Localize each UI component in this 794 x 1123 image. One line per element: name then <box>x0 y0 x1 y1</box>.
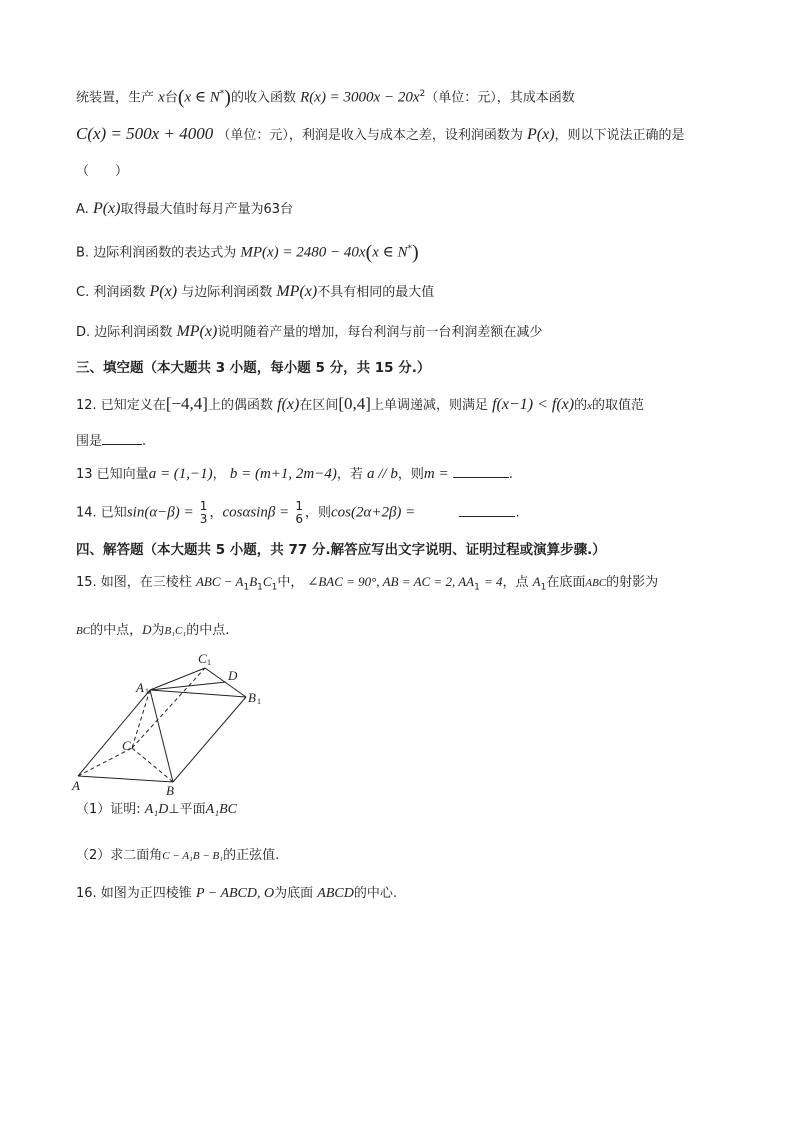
fraction-one-third: 1 3 <box>199 499 208 526</box>
q12-line2: 围是 . <box>76 434 147 449</box>
edge-c-b <box>132 748 173 782</box>
option-b: B. 边际利润函数的表达式为 MP(x) = 2480 − 40x(x ∈ N*) <box>76 241 419 264</box>
edge-b-b1 <box>173 697 246 782</box>
answer-blank-13[interactable] <box>453 465 509 478</box>
label-b: B <box>166 783 174 798</box>
triangular-prism-figure <box>70 650 270 800</box>
answer-blank-12[interactable] <box>102 432 142 445</box>
svg-text:1: 1 <box>145 687 149 696</box>
q14-line: 14. 已知sin(α−β) = 1 3 ，cosαsinβ = 1 6 ，则cos(2α+2β) = . <box>76 499 520 526</box>
q15-line2: BC的中点，D为B₁C₁的中点. <box>76 622 230 638</box>
answer-blank-14[interactable] <box>459 504 515 517</box>
svg-text:1: 1 <box>257 697 261 706</box>
q15-part2: （2）求二面角C − A₁B − B₁的正弦值. <box>76 848 280 863</box>
edge-a-a1 <box>78 690 150 776</box>
q11-stem-line1: 统装置，生产 x台(x ∈ N*)的收入函数 $R(x) = 3000x - 20x^2$（单位：元），其成本函数 <box>76 86 575 109</box>
edge-a1-d <box>150 682 226 690</box>
svg-text:1: 1 <box>207 658 211 667</box>
option-a: A. P(x)取得最大值时每月产量为63台 <box>76 200 294 217</box>
q11-stem-line2: C(x) = 500x + 4000 （单位：元），利润是收入与成本之差，设利润函数为 P(x)，则以下说法正确的是 <box>76 124 685 143</box>
edge-a-b <box>78 776 173 782</box>
label-c1: C <box>198 651 207 666</box>
label-a: A <box>72 778 80 793</box>
label-a1: A <box>136 680 144 695</box>
edge-a1-b1 <box>150 690 246 697</box>
edge-a1-c <box>132 690 150 748</box>
q13-line: 13 已知向量a = (1,−1)， b = (m+1, 2m−4)，若 a // b，则m = . <box>76 466 513 482</box>
fraction-one-sixth: 1 6 <box>295 499 303 526</box>
option-d: D. 边际利润函数 MP(x)说明随着产量的增加，每台利润与前一台利润差额在减少 <box>76 323 543 340</box>
q12-line1: 12. 已知定义在[−4,4]上的偶函数 f(x)在区间[0,4]上单调递减，则满足 f(x−1) < f(x)的x的取值范 <box>76 394 645 413</box>
option-c: C. 利润函数 P(x) 与边际利润函数 MP(x)不具有相同的最大值 <box>76 283 435 300</box>
edge-a1-b <box>150 690 173 782</box>
q11-answer-paren: （ ） <box>76 164 129 179</box>
q15-line1: 15. 如图，在三棱柱 ABC − $A_1B_1C_1$中， ∠BAC = 90°, AB = AC = 2, $AA_1 = 4$，点 $A_1$在底面ABC的射影为 <box>76 574 659 593</box>
q15-part1: （1）证明: A₁D⊥平面A₁BC <box>76 802 237 817</box>
section-3-heading: 三、填空题（本大题共 3 小题，每小题 5 分，共 15 分.） <box>76 360 431 376</box>
section-4-heading: 四、解答题（本大题共 5 小题，共 77 分.解答应写出文字说明、证明过程或演算步骤.） <box>76 542 606 558</box>
q16-line: 16. 如图为正四棱锥 P − ABCD, O为底面 ABCD的中心. <box>76 886 397 901</box>
label-b1: B <box>248 690 256 705</box>
label-d: D <box>228 668 238 683</box>
label-c: C <box>122 738 131 753</box>
